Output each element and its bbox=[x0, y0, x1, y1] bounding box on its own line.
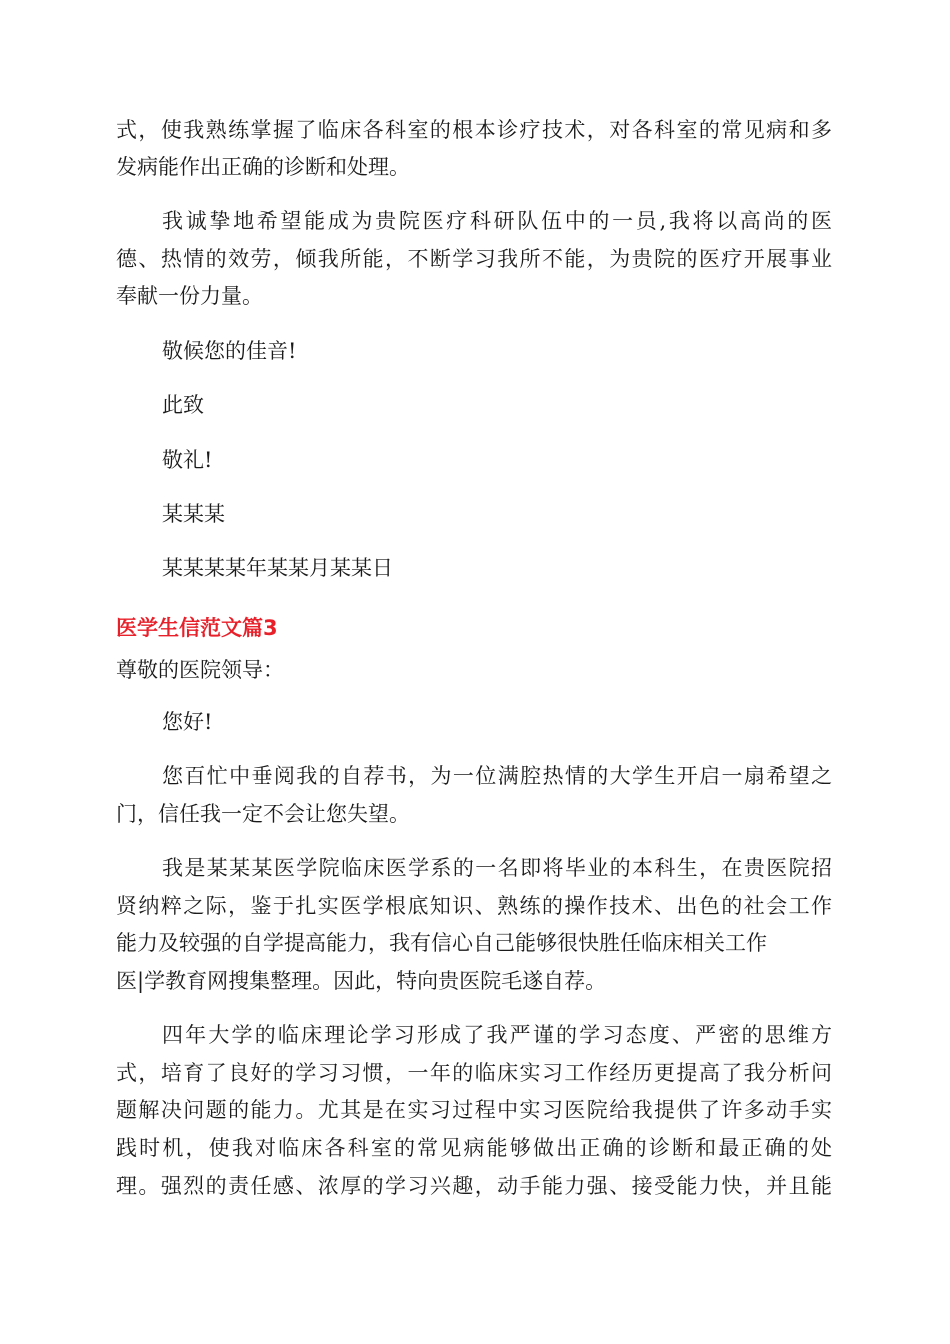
paragraph-line: 门，信任我一定不会让您失望。 bbox=[116, 802, 410, 826]
salutation: 尊敬的医院领导： bbox=[116, 658, 284, 682]
section-heading: 医学生信范文篇3 bbox=[116, 616, 278, 640]
paragraph-line: 德、热情的效劳，倾我所能，不断学习我所不能，为贵院的医疗开展事业 bbox=[116, 247, 832, 271]
paragraph-line: 践时机，使我对临床各科室的常见病能够做出正确的诊断和最正确的处 bbox=[116, 1136, 832, 1160]
greeting: 您好! bbox=[162, 710, 213, 734]
paragraph-line: 贤纳粹之际，鉴于扎实医学根底知识、熟练的操作技术、出色的社会工作 bbox=[116, 894, 832, 918]
paragraph-line: 式，使我熟练掌握了临床各科室的根本诊疗技术，对各科室的常见病和多 bbox=[116, 118, 832, 142]
closing-line: 敬礼! bbox=[162, 448, 213, 472]
signature-name: 某某某 bbox=[162, 502, 225, 526]
paragraph-line: 题解决问题的能力。尤其是在实习过程中实习医院给我提供了许多动手实 bbox=[116, 1098, 832, 1122]
signature-date: 某某某某年某某月某某日 bbox=[162, 556, 393, 580]
paragraph-line: 您百忙中垂阅我的自荐书，为一位满腔热情的大学生开启一扇希望之 bbox=[162, 764, 832, 788]
paragraph-line: 四年大学的临床理论学习形成了我严谨的学习态度、严密的思维方 bbox=[162, 1023, 832, 1047]
paragraph-line: 医|学教育网搜集整理。因此，特向贵医院毛遂自荐。 bbox=[116, 969, 607, 993]
paragraph-line: 式，培育了良好的学习习惯，一年的临床实习工作经历更提高了我分析问 bbox=[116, 1061, 832, 1085]
paragraph-line: 我诚挚地希望能成为贵院医疗科研队伍中的一员,我将以高尚的医 bbox=[162, 209, 832, 233]
paragraph-line: 我是某某某医学院临床医学系的一名即将毕业的本科生，在贵医院招 bbox=[162, 856, 832, 880]
paragraph-line: 发病能作出正确的诊断和处理。 bbox=[116, 155, 410, 179]
paragraph-line: 能力及较强的自学提高能力，我有信心自己能够很快胜任临床相关工作 bbox=[116, 931, 767, 955]
closing-line: 敬候您的佳音! bbox=[162, 339, 297, 363]
paragraph-line: 理。强烈的责任感、浓厚的学习兴趣，动手能力强、接受能力快，并且能 bbox=[116, 1174, 832, 1198]
paragraph-line: 奉献一份力量。 bbox=[116, 284, 263, 308]
closing-line: 此致 bbox=[162, 393, 204, 417]
